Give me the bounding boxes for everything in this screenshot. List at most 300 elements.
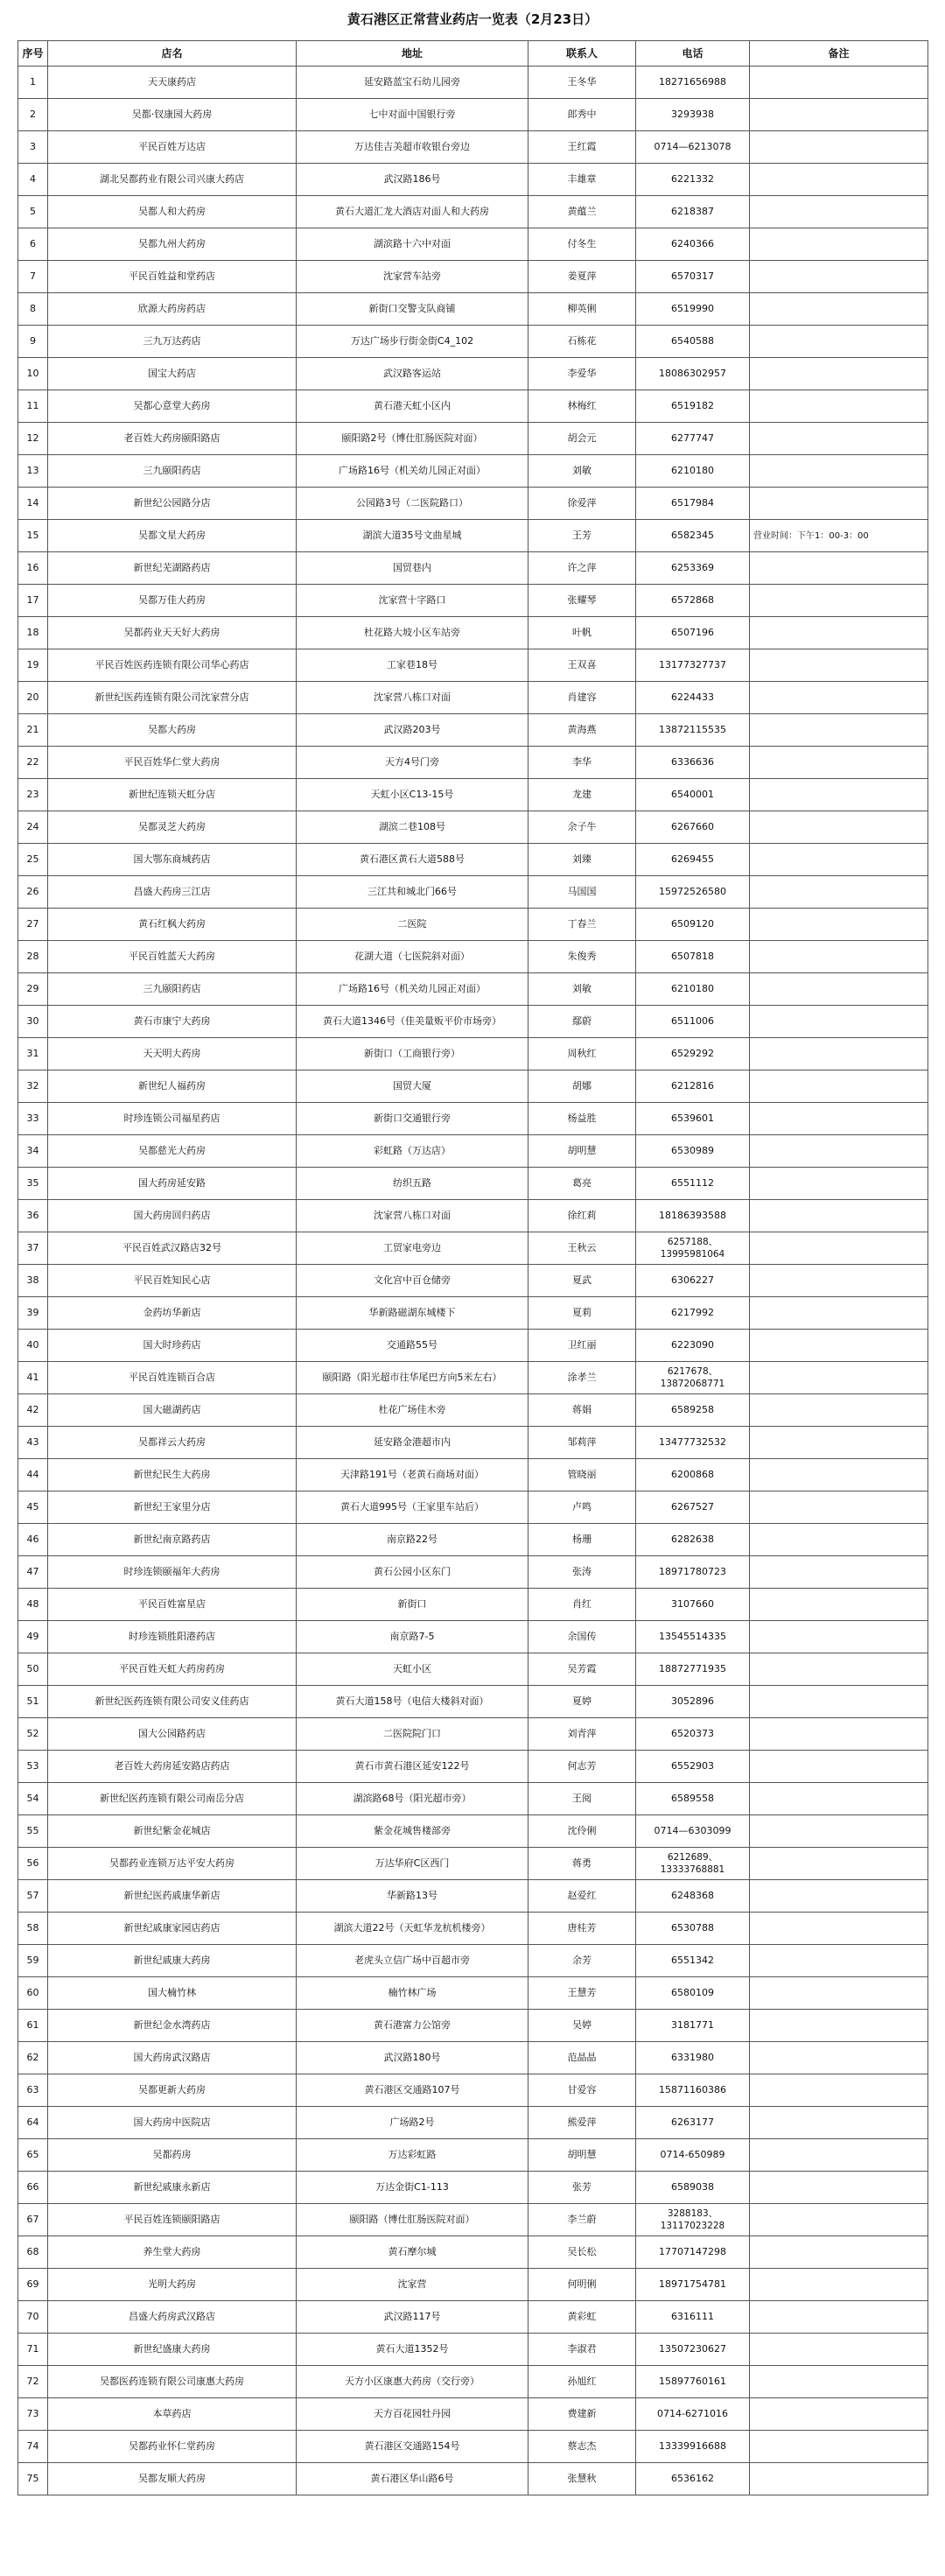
phone: 6520373: [636, 1718, 750, 1751]
phone: 6580109: [636, 1977, 750, 2010]
store-name: 吴都慈光大药房: [48, 1135, 297, 1168]
remark: [750, 2042, 928, 2074]
phone: 6536162: [636, 2463, 750, 2495]
address: 沈家营十字路口: [297, 585, 528, 617]
row-index: 28: [18, 941, 48, 973]
address: 三江共和城北门66号: [297, 876, 528, 909]
address: 文化宫中百仓储旁: [297, 1265, 528, 1297]
row-index: 7: [18, 261, 48, 293]
store-name: 平民百姓医药连锁有限公司华心药店: [48, 649, 297, 682]
store-name: 吴都药业连锁万达平安大药房: [48, 1848, 297, 1880]
table-row: [18, 2269, 928, 2301]
address: 天津路191号（老黄石商场对面）: [297, 1459, 528, 1492]
table-row: [18, 1168, 928, 1200]
contact-person: 范晶晶: [528, 2042, 636, 2074]
phone: 3288183、13117023228: [636, 2204, 750, 2236]
contact-person: 张慧秋: [528, 2463, 636, 2495]
store-name: 国大楠竹林: [48, 1977, 297, 2010]
remark: [750, 1427, 928, 1459]
remark: [750, 1783, 928, 1815]
contact-person: 周秋红: [528, 1038, 636, 1070]
contact-person: 卢鸣: [528, 1492, 636, 1524]
address: 紫金花城售楼部旁: [297, 1815, 528, 1848]
phone: 18971754781: [636, 2269, 750, 2301]
row-index: 52: [18, 1718, 48, 1751]
store-name: 新世纪民生大药房: [48, 1459, 297, 1492]
table-row: [18, 67, 928, 99]
phone: 6267660: [636, 811, 750, 844]
remark: [750, 2463, 928, 2495]
phone: 0714—6303099: [636, 1815, 750, 1848]
remark: [750, 617, 928, 649]
table-row: [18, 1653, 928, 1686]
remark: [750, 1232, 928, 1265]
table-row: [18, 1621, 928, 1653]
table-row: [18, 1945, 928, 1977]
table-row: [18, 1686, 928, 1718]
remark: [750, 747, 928, 779]
contact-person: 余子牛: [528, 811, 636, 844]
contact-person: 胡明慧: [528, 2139, 636, 2172]
phone: 15897760161: [636, 2366, 750, 2398]
phone: 6507818: [636, 941, 750, 973]
remark: [750, 941, 928, 973]
remark: [750, 811, 928, 844]
address: 七中对面中国银行旁: [297, 99, 528, 131]
table-row: [18, 520, 928, 552]
address: 武汉路186号: [297, 164, 528, 196]
store-name: 时珍连锁胜阳港药店: [48, 1621, 297, 1653]
store-name: 新世纪医药戚康华新店: [48, 1880, 297, 1913]
store-name: 吴都药业怀仁堂药房: [48, 2431, 297, 2463]
store-name: 吴都万佳大药房: [48, 585, 297, 617]
address: 国贸大厦: [297, 1070, 528, 1103]
phone: 0714-6271016: [636, 2398, 750, 2431]
store-name: 三九颐阳药店: [48, 973, 297, 1006]
phone: 6224433: [636, 682, 750, 714]
table-row: [18, 1492, 928, 1524]
row-index: 33: [18, 1103, 48, 1135]
table-row: [18, 2366, 928, 2398]
address: 万达华府C区西门: [297, 1848, 528, 1880]
row-index: 22: [18, 747, 48, 779]
store-name: 新世纪戚康永新店: [48, 2172, 297, 2204]
phone: 18872771935: [636, 1653, 750, 1686]
phone: 6282638: [636, 1524, 750, 1556]
remark: [750, 779, 928, 811]
phone: 6552903: [636, 1751, 750, 1783]
store-name: 天天康药店: [48, 67, 297, 99]
row-index: 75: [18, 2463, 48, 2495]
phone: 6507196: [636, 617, 750, 649]
table-row: [18, 2398, 928, 2431]
phone: 6240366: [636, 228, 750, 261]
phone: 18086302957: [636, 358, 750, 390]
remark: [750, 196, 928, 228]
header-contact: 联系人: [528, 41, 636, 67]
store-name: 养生堂大药房: [48, 2236, 297, 2269]
contact-person: 朱俊秀: [528, 941, 636, 973]
table-row: [18, 1006, 928, 1038]
contact-person: 蒋勇: [528, 1848, 636, 1880]
address: 天虹小区: [297, 1653, 528, 1686]
table-row: [18, 293, 928, 326]
row-index: 18: [18, 617, 48, 649]
table-row: [18, 488, 928, 520]
store-name: 吴都心意堂大药房: [48, 390, 297, 423]
phone: 6269455: [636, 844, 750, 876]
remark: [750, 552, 928, 585]
address: 公园路3号（二医院路口）: [297, 488, 528, 520]
table-row: [18, 1815, 928, 1848]
contact-person: 肖建容: [528, 682, 636, 714]
table-row: [18, 1718, 928, 1751]
table-row: [18, 261, 928, 293]
remark: [750, 1815, 928, 1848]
contact-person: 马国国: [528, 876, 636, 909]
address: 老虎头立信广场中百超市旁: [297, 1945, 528, 1977]
table-row: [18, 2042, 928, 2074]
row-index: 11: [18, 390, 48, 423]
phone: 6551342: [636, 1945, 750, 1977]
remark: [750, 164, 928, 196]
address: 广场路16号（机关幼儿园正对面）: [297, 455, 528, 488]
row-index: 3: [18, 131, 48, 164]
remark: [750, 973, 928, 1006]
address: 黄石大道158号（电信大楼斜对面）: [297, 1686, 528, 1718]
row-index: 19: [18, 649, 48, 682]
phone: 6551112: [636, 1168, 750, 1200]
row-index: 39: [18, 1297, 48, 1330]
store-name: 新世纪连锁天虹分店: [48, 779, 297, 811]
contact-person: 龙建: [528, 779, 636, 811]
address: 黄石港区华山路6号: [297, 2463, 528, 2495]
row-index: 5: [18, 196, 48, 228]
row-index: 69: [18, 2269, 48, 2301]
row-index: 1: [18, 67, 48, 99]
contact-person: 涂孝兰: [528, 1362, 636, 1394]
store-name: 光明大药房: [48, 2269, 297, 2301]
contact-person: 叶帆: [528, 617, 636, 649]
table-row: [18, 2204, 928, 2236]
store-name: 国大磁湖药店: [48, 1394, 297, 1427]
remark: [750, 1265, 928, 1297]
contact-person: 鄢蔚: [528, 1006, 636, 1038]
row-index: 32: [18, 1070, 48, 1103]
address: 湖滨大道22号（天虹华龙杭机楼旁）: [297, 1913, 528, 1945]
remark: [750, 228, 928, 261]
store-name: 时珍连锁颐福年大药房: [48, 1556, 297, 1589]
phone: 6540001: [636, 779, 750, 811]
contact-person: 沈伶俐: [528, 1815, 636, 1848]
phone: 6221332: [636, 164, 750, 196]
table-row: [18, 1265, 928, 1297]
address: 湖滨二巷108号: [297, 811, 528, 844]
row-index: 72: [18, 2366, 48, 2398]
store-name: 天天明大药房: [48, 1038, 297, 1070]
row-index: 16: [18, 552, 48, 585]
remark: [750, 2172, 928, 2204]
row-index: 26: [18, 876, 48, 909]
contact-person: 王双喜: [528, 649, 636, 682]
table-row: [18, 2172, 928, 2204]
store-name: 新世纪王家里分店: [48, 1492, 297, 1524]
phone: 6589558: [636, 1783, 750, 1815]
store-name: 新世纪金水湾药店: [48, 2010, 297, 2042]
store-name: 平民百姓天虹大药房药房: [48, 1653, 297, 1686]
contact-person: 李兰蔚: [528, 2204, 636, 2236]
phone: 13545514335: [636, 1621, 750, 1653]
address: 武汉路客运站: [297, 358, 528, 390]
table-row: [18, 1232, 928, 1265]
row-index: 38: [18, 1265, 48, 1297]
store-name: 吴都更新大药房: [48, 2074, 297, 2107]
store-name: 昌盛大药房武汉路店: [48, 2301, 297, 2334]
table-row: [18, 779, 928, 811]
phone: 13339916688: [636, 2431, 750, 2463]
store-name: 湖北吴都药业有限公司兴康大药店: [48, 164, 297, 196]
contact-person: 胡会元: [528, 423, 636, 455]
phone: 6509120: [636, 909, 750, 941]
phone: 13507230627: [636, 2334, 750, 2366]
address: 天虹小区C13-15号: [297, 779, 528, 811]
remark: [750, 1977, 928, 2010]
remark: [750, 1135, 928, 1168]
address: 工家巷18号: [297, 649, 528, 682]
row-index: 73: [18, 2398, 48, 2431]
row-index: 58: [18, 1913, 48, 1945]
row-index: 41: [18, 1362, 48, 1394]
remark: [750, 261, 928, 293]
contact-person: 夏武: [528, 1265, 636, 1297]
phone: 6589258: [636, 1394, 750, 1427]
table-row: [18, 1362, 928, 1394]
store-name: 平民百姓连锁百合店: [48, 1362, 297, 1394]
row-index: 64: [18, 2107, 48, 2139]
phone: 3052896: [636, 1686, 750, 1718]
address: 武汉路203号: [297, 714, 528, 747]
address: 万达广场步行街金街C4_102: [297, 326, 528, 358]
row-index: 45: [18, 1492, 48, 1524]
address: 黄石港富力公馆旁: [297, 2010, 528, 2042]
store-name: 老百姓大药房延安路店药店: [48, 1751, 297, 1783]
table-body: [18, 67, 928, 2495]
phone: 6530788: [636, 1913, 750, 1945]
row-index: 25: [18, 844, 48, 876]
store-name: 吴都药房: [48, 2139, 297, 2172]
contact-person: 蒋娟: [528, 1394, 636, 1427]
store-name: 平民百姓连锁颐阳路店: [48, 2204, 297, 2236]
contact-person: 甘爱容: [528, 2074, 636, 2107]
phone: 6253369: [636, 552, 750, 585]
document-title: 黄石港区正常营业药店一览表（2月23日）: [346, 11, 598, 27]
store-name: 时珍连锁公司福星药店: [48, 1103, 297, 1135]
remark: [750, 682, 928, 714]
contact-person: 费建新: [528, 2398, 636, 2431]
contact-person: 吴婷: [528, 2010, 636, 2042]
contact-person: 付冬生: [528, 228, 636, 261]
address: 延安路金港超市内: [297, 1427, 528, 1459]
remark: [750, 844, 928, 876]
table-row: [18, 1427, 928, 1459]
phone: 18271656988: [636, 67, 750, 99]
address: 南京路22号: [297, 1524, 528, 1556]
table-row: [18, 1783, 928, 1815]
table-row: [18, 455, 928, 488]
table-row: [18, 131, 928, 164]
address: 延安路蓝宝石幼儿园旁: [297, 67, 528, 99]
address: 颐阳路2号（博仕肛肠医院对面）: [297, 423, 528, 455]
address: 黄石大道995号（王家里车站后）: [297, 1492, 528, 1524]
store-name: 国大公园路药店: [48, 1718, 297, 1751]
table-row: [18, 1330, 928, 1362]
contact-person: 余芳: [528, 1945, 636, 1977]
remark: [750, 2366, 928, 2398]
row-index: 15: [18, 520, 48, 552]
remark: [750, 131, 928, 164]
row-index: 51: [18, 1686, 48, 1718]
table-row: [18, 228, 928, 261]
address: 华新路磁湖东城楼下: [297, 1297, 528, 1330]
phone: 13872115535: [636, 714, 750, 747]
table-row: [18, 1070, 928, 1103]
phone: 6277747: [636, 423, 750, 455]
address: 湖滨路68号（阳光超市旁）: [297, 1783, 528, 1815]
store-name: 吴都药业天天好大药房: [48, 617, 297, 649]
remark: [750, 423, 928, 455]
phone: 6540588: [636, 326, 750, 358]
store-name: 三九颐阳药店: [48, 455, 297, 488]
table-row: [18, 617, 928, 649]
table-row: [18, 1200, 928, 1232]
remark: [750, 2269, 928, 2301]
table-row: [18, 1103, 928, 1135]
store-name: 新世纪戚康大药房: [48, 1945, 297, 1977]
header-index: 序号: [18, 41, 48, 67]
phone: 0714-650989: [636, 2139, 750, 2172]
phone: 3181771: [636, 2010, 750, 2042]
store-name: 国大时珍药店: [48, 1330, 297, 1362]
remark: [750, 2334, 928, 2366]
table-row: [18, 552, 928, 585]
phone: 6212816: [636, 1070, 750, 1103]
remark: [750, 1945, 928, 1977]
phone: 13477732532: [636, 1427, 750, 1459]
store-name: 吴都文星大药房: [48, 520, 297, 552]
contact-person: 邹莉萍: [528, 1427, 636, 1459]
address: 纺织五路: [297, 1168, 528, 1200]
remark: [750, 1524, 928, 1556]
remark: [750, 2236, 928, 2269]
address: 二医院院门口: [297, 1718, 528, 1751]
row-index: 44: [18, 1459, 48, 1492]
table-row: [18, 2010, 928, 2042]
remark: [750, 67, 928, 99]
row-index: 61: [18, 2010, 48, 2042]
row-index: 47: [18, 1556, 48, 1589]
remark: [750, 1038, 928, 1070]
store-name: 国大药房延安路: [48, 1168, 297, 1200]
phone: 3107660: [636, 1589, 750, 1621]
remark: [750, 1330, 928, 1362]
address: 武汉路180号: [297, 2042, 528, 2074]
address: 杜花广场佳木旁: [297, 1394, 528, 1427]
pharmacy-table: [18, 40, 928, 2495]
store-name: 新世纪南京路药店: [48, 1524, 297, 1556]
phone: 6589038: [636, 2172, 750, 2204]
phone: 18971780723: [636, 1556, 750, 1589]
table-row: [18, 196, 928, 228]
remark: [750, 649, 928, 682]
table-row: [18, 844, 928, 876]
remark: [750, 2431, 928, 2463]
store-name: 昌盛大药房三江店: [48, 876, 297, 909]
contact-person: 黄海燕: [528, 714, 636, 747]
store-name: 吴都祥云大药房: [48, 1427, 297, 1459]
address: 沈家营八栋口对面: [297, 1200, 528, 1232]
phone: 6217678、13872068771: [636, 1362, 750, 1394]
contact-person: 王芳: [528, 520, 636, 552]
contact-person: 李华: [528, 747, 636, 779]
address: 黄石市黄石港区延安122号: [297, 1751, 528, 1783]
remark: [750, 585, 928, 617]
contact-person: 唐桂芳: [528, 1913, 636, 1945]
store-name: 黄石市康宁大药房: [48, 1006, 297, 1038]
table-header-row: [18, 41, 928, 67]
store-name: 三九万达药店: [48, 326, 297, 358]
store-name: 平民百姓益和堂药店: [48, 261, 297, 293]
contact-person: 夏莉: [528, 1297, 636, 1330]
contact-person: 熊爱萍: [528, 2107, 636, 2139]
store-name: 新世纪芜湖路药店: [48, 552, 297, 585]
phone: 6539601: [636, 1103, 750, 1135]
store-name: 国大药房中医院店: [48, 2107, 297, 2139]
contact-person: 黄蕴兰: [528, 196, 636, 228]
remark: [750, 1880, 928, 1913]
remark: [750, 1492, 928, 1524]
phone: 6306227: [636, 1265, 750, 1297]
remark: [750, 1006, 928, 1038]
remark: [750, 1621, 928, 1653]
address: 黄石摩尔城: [297, 2236, 528, 2269]
store-name: 国大药房回归药店: [48, 1200, 297, 1232]
table-row: [18, 326, 928, 358]
table-row: [18, 164, 928, 196]
remark: [750, 876, 928, 909]
table-row: [18, 747, 928, 779]
row-index: 20: [18, 682, 48, 714]
phone: 6267527: [636, 1492, 750, 1524]
row-index: 34: [18, 1135, 48, 1168]
table-row: [18, 2139, 928, 2172]
address: 黄石港区交通路107号: [297, 2074, 528, 2107]
header-store-name: 店名: [48, 41, 297, 67]
remark: [750, 1686, 928, 1718]
address: 新街口: [297, 1589, 528, 1621]
phone: 6316111: [636, 2301, 750, 2334]
address: 花湖大道（七医院斜对面）: [297, 941, 528, 973]
row-index: 59: [18, 1945, 48, 1977]
address: 湖滨大道35号文曲星城: [297, 520, 528, 552]
address: 武汉路117号: [297, 2301, 528, 2334]
row-index: 55: [18, 1815, 48, 1848]
row-index: 60: [18, 1977, 48, 2010]
address: 湖滨路十六中对面: [297, 228, 528, 261]
phone: 6223090: [636, 1330, 750, 1362]
remark: [750, 326, 928, 358]
contact-person: 王阅: [528, 1783, 636, 1815]
table-row: [18, 909, 928, 941]
